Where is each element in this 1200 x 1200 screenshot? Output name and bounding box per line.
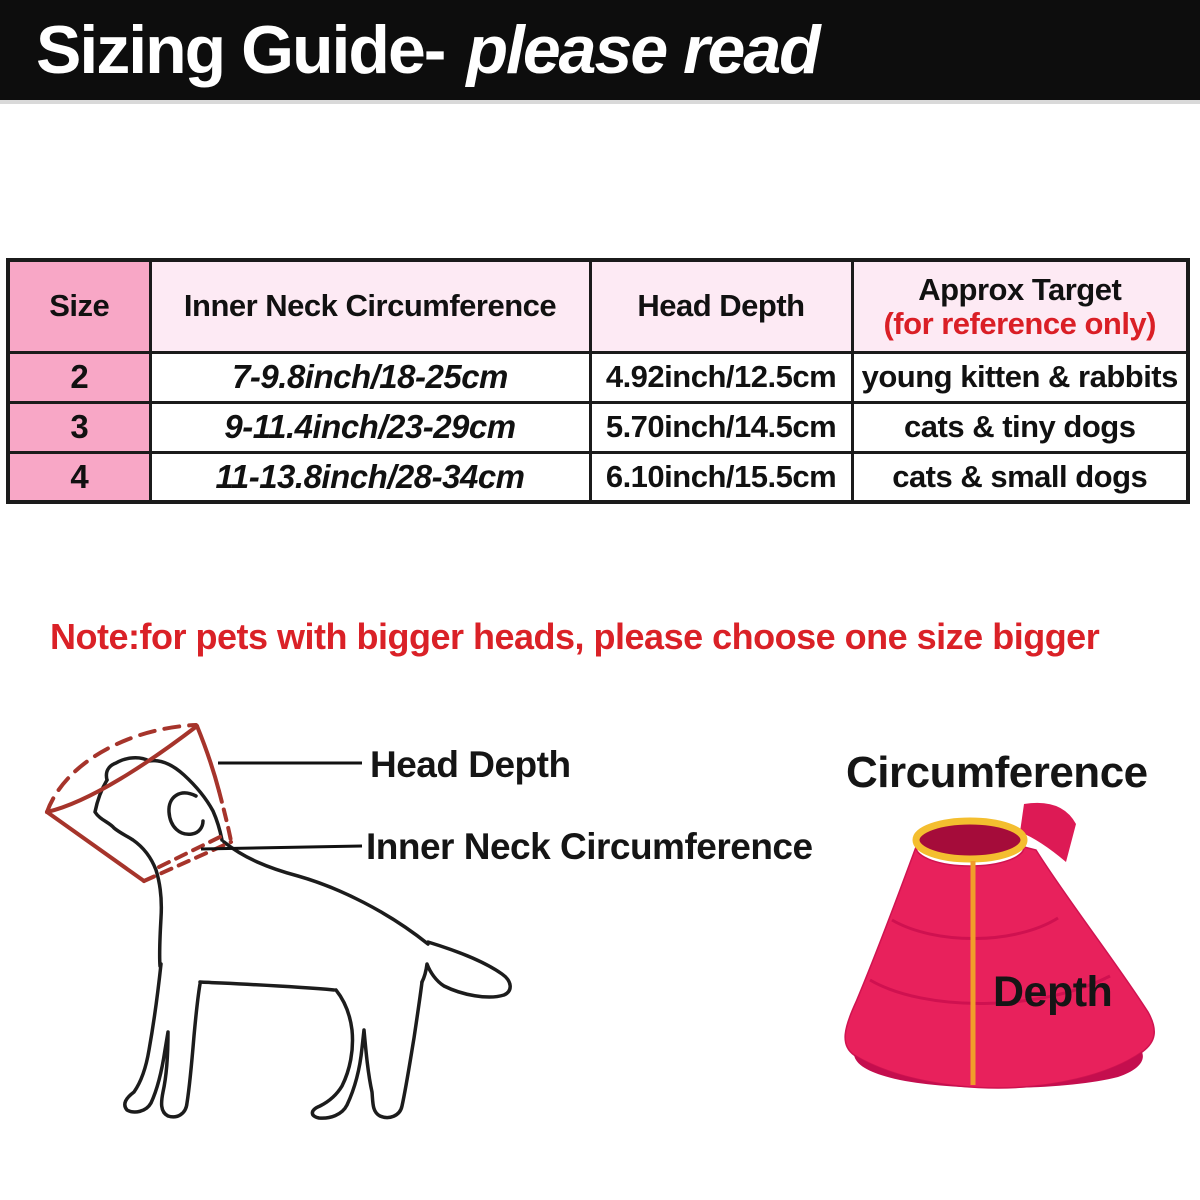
target-value: cats & small dogs — [852, 452, 1188, 502]
circumference-value: 7-9.8inch/18-25cm — [150, 352, 590, 402]
title-banner — [0, 0, 1200, 104]
size-value: 4 — [8, 452, 150, 502]
circumference-label: Circumference — [846, 748, 1148, 797]
dog-eye — [169, 793, 203, 834]
target-value: young kitten & rabbits — [852, 352, 1188, 402]
leader-lines — [201, 763, 362, 849]
head-depth-label: Head Depth — [370, 744, 571, 785]
dog-tail — [422, 942, 510, 997]
note-text: Note:for pets with bigger heads, please choose one size bigger — [50, 616, 1100, 657]
circumference-value: 11-13.8inch/28-34cm — [150, 452, 590, 502]
circumference-value: 9-11.4inch/23-29cm — [150, 402, 590, 452]
head-depth-value: 6.10inch/15.5cm — [590, 452, 852, 502]
header-circumference: Inner Neck Circumference — [150, 260, 590, 352]
table-row — [8, 352, 1188, 402]
size-value: 2 — [8, 352, 150, 402]
target-value: cats & tiny dogs — [852, 402, 1188, 452]
table-row — [8, 452, 1188, 502]
head-depth-value: 5.70inch/14.5cm — [590, 402, 852, 452]
depth-label: Depth — [993, 968, 1113, 1016]
page-title-italic: please read — [466, 12, 819, 88]
dog-line-drawing — [95, 758, 510, 1118]
head-depth-value: 4.92inch/12.5cm — [590, 352, 852, 402]
neck-circumference-leader-line — [201, 846, 362, 849]
table-row — [8, 402, 1188, 452]
header-head-depth: Head Depth — [590, 260, 852, 352]
header-approx-target-line2: (for reference only) — [883, 305, 1156, 341]
inner-neck-circumference-label: Inner Neck Circumference — [366, 826, 813, 867]
sizing-table — [6, 258, 1190, 504]
header-approx-target — [852, 260, 1188, 352]
header-approx-target-line1: Approx Target — [918, 272, 1122, 308]
header-size: Size — [8, 260, 150, 352]
page-title: Sizing Guide- — [36, 12, 445, 88]
size-value: 3 — [8, 402, 150, 452]
measuring-cone-outline — [47, 725, 231, 881]
table-header-row — [8, 260, 1188, 352]
